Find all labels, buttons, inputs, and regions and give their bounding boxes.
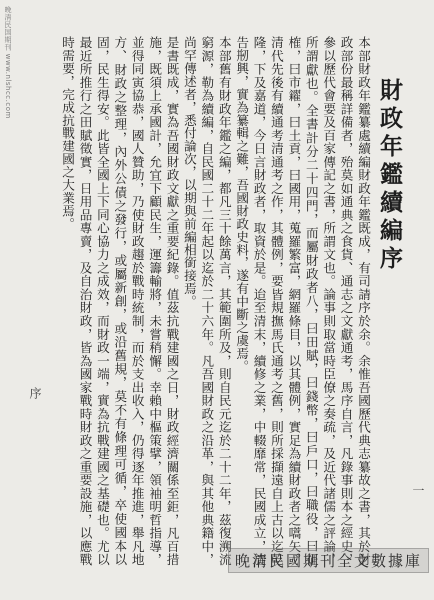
paragraph: 本部財政年鑑纂處續編財政年鑑既成，有司請序於余。余惟吾國歷代典志纂故之書，其於財政部份最稱詳備者，殆莫如通典之食貨、通志之文獻通考，馬序自言，凡錄事則本之經史，參以歷代會要及百家傳記之書，所謂文也。論事則取當時臣僚之奏疏，及近代諸儒之評論，所謂獻也。全書計分二十四門，而屬財政者八，曰田賦，曰錢幣，曰戶口，曰職役，曰征榷，曰市糴，曰土貢，曰國用，蒐羅繁富，網羅條目，以其體例，實足為續財政者之嚆矢。清代先後有續通考清通考之作，其體例，要皆規撫馬氏通考之舊，則所採擷遠自上古以迄乾隆，下及嘉道，今日言財政者，取資於是。迨至清末，續修之業，中輟靡常，民國成立，旋告剏興，實為纂輯之難，吾國財政史料，遂有中斷之虞焉。 bbox=[234, 36, 371, 566]
page-number: 一 bbox=[411, 484, 425, 496]
body-text bbox=[57, 36, 372, 566]
paragraph: 是書既成，實為吾國財政文獻之重要紀錄。值茲抗戰建國之日，財政經濟關係至鉅，凡百措施，既須上承國計，允宜下顧民生，運籌輸將，未嘗稍懈。幸賴中樞策擘，領袖明哲指導，並得同寅協恭，國人贊助，乃使財政趨於戰時統制，而於支出收入，仍得逐年推進，舉凡地方、財政之整理，內外公債之發行，或屬新創，或沿舊規，莫不有條理可循，卒使國本以固，民生得安。此皆全國上下同心協力之成效，而財政一端，實為抗戰建國之基礎也。尤以最近所推行之田賦徵實，日用品專賣，及自治財政，皆為國家戰時財政之重要設施，以應戰時需要，完成抗戰建國之大業焉。 bbox=[60, 36, 180, 566]
page-title: 財政年鑑續編序 bbox=[376, 78, 403, 274]
database-stamp: 晚清民國期刊全文數據庫 bbox=[228, 548, 429, 573]
paragraph: 本部舊有財政年鑑之編，都凡三十餘萬言，其範圍所及，則自民元迄於二十二年，茲復溯流窮源，勒為續編，自民國二十二年起以迄於二十六年。凡吾國財政之沿革，與其他典籍中，尚罕傳述者，悉付論次，以期與前編相銜接焉。 bbox=[181, 36, 232, 566]
margin-label-preface: 序 bbox=[28, 387, 42, 399]
side-watermark: 晚清民国期刊 www.nlshcc.com bbox=[4, 6, 12, 119]
